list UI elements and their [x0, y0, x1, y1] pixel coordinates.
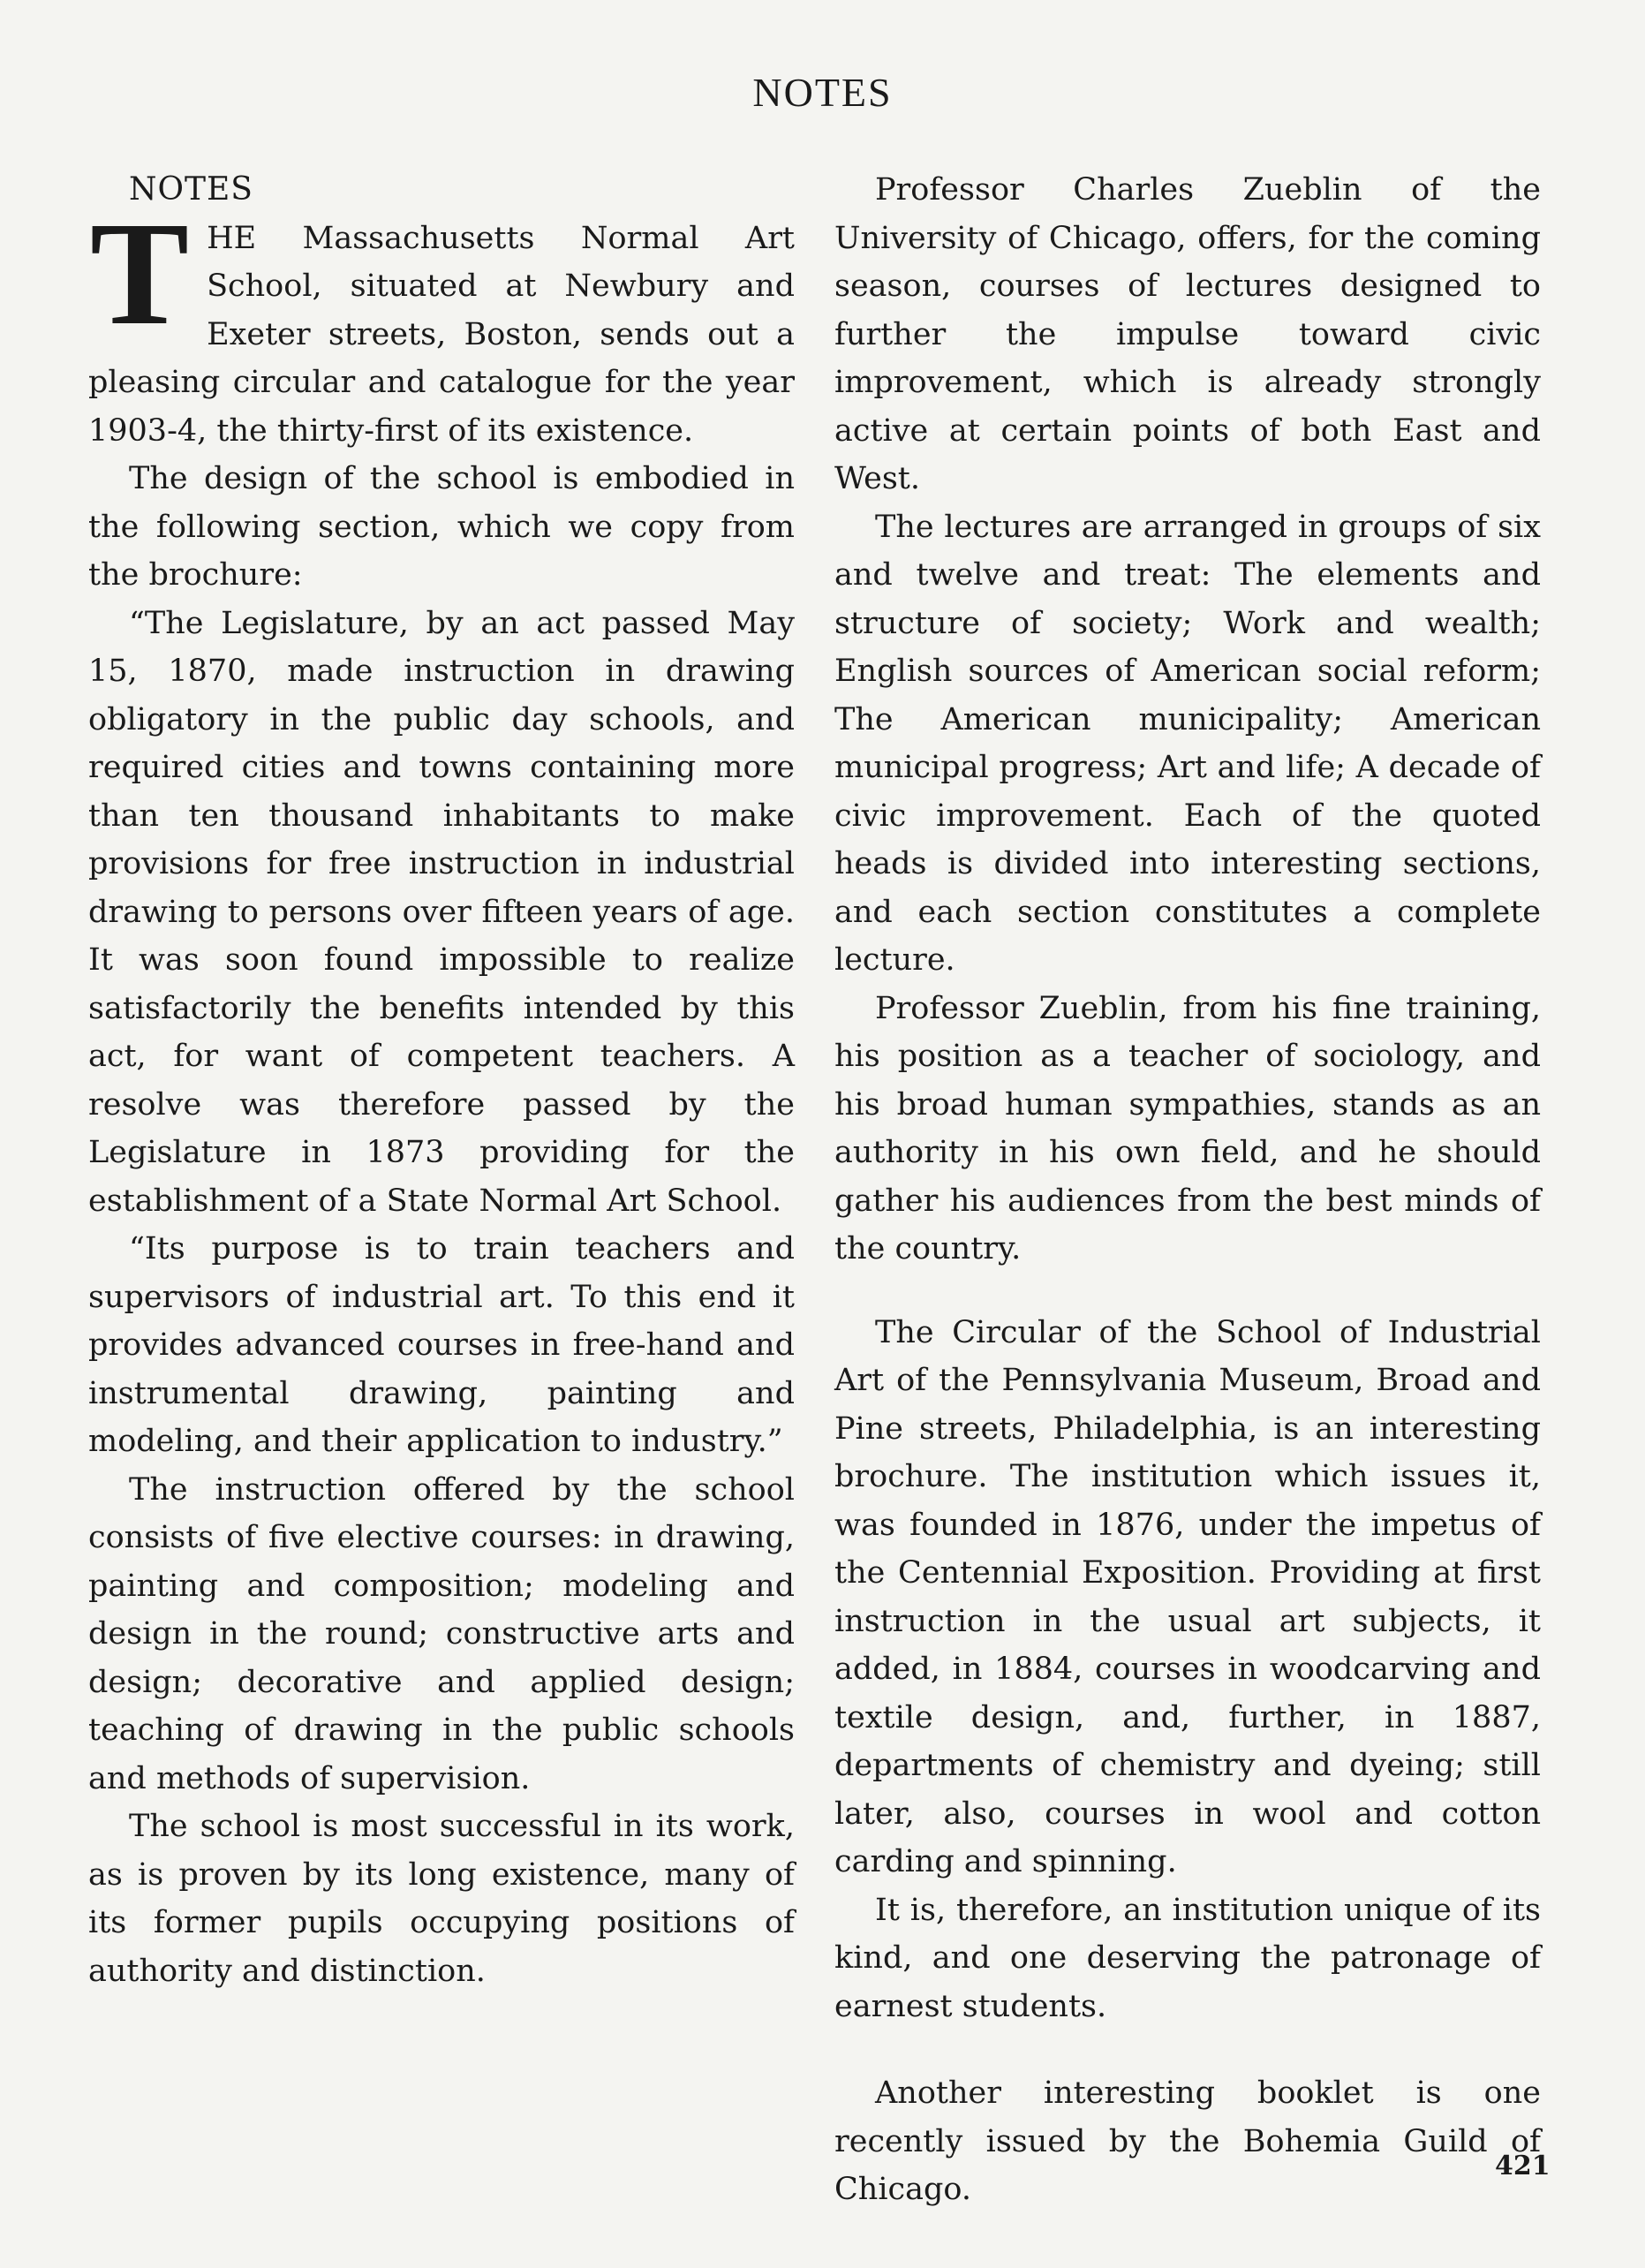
paragraph: The design of the school is embodied in the following section, which we copy from the brochure:: [88, 461, 795, 593]
paragraph: [88, 191, 795, 456]
paragraph: Professor Charles Zueblin of the University of Chicago, offers, for the coming season, courses of lectures designed to further the impulse toward civic improvement, which is already strongly active at certain points of both East and West.: [834, 172, 1541, 496]
paragraph: The instruction offered by the school consists of five elective courses: in drawing, painting and composition; modeling and design in the round; constructive arts and design; decorative and applied design; teaching of drawing in the public schools and methods of supervision.: [88, 1471, 795, 1796]
paragraph: The Circular of the School of Industrial Art of the Pennsylvania Museum, Broad and Pine streets, Philadelphia, is an interesting brochure. The institution which issues it, was founded in 1876, under the impetus of the Centennial Exposition. Providing at first instruction in the usual art subjects, it added, in 1884, courses in woodcarving and textile design, and, further, in 1887, departments of chemistry and dyeing; still later, also, courses in wool and cotton carding and spinning.: [834, 1314, 1541, 1879]
paragraph: Professor Zueblin, from his fine training, his position as a teacher of sociology, and his broad human sympathies, stands as an authority in his own field, and he should gather his audiences from the best minds of the country.: [834, 990, 1541, 1266]
paragraph: “The Legislature, by an act passed May 15, 1870, made instruction in drawing obligatory in the public day schools, and required cities and towns containing more than ten thousand inhabitants to make provisions for free instruction in industrial drawing to persons over fifteen years of age. It was soon found impossible to realize satisfactorily the benefits intended by this act, for want of competent teachers. A resolve was therefore passed by the Legislature in 1873 providing for the establishment of a State Normal Art School.: [88, 605, 795, 1219]
paragraph: The lectures are arranged in groups of six and twelve and treat: The elements and structure of society; Work and wealth; English sources of American social reform; The American municipality; American municipal progress; Art and life; A decade of civic improvement. Each of the quoted heads is divided into interesting sections, and each section constitutes a complete lecture.: [834, 509, 1541, 978]
page-number: 421: [1495, 2151, 1551, 2181]
drop-cap: T: [90, 191, 190, 356]
right-column: [834, 166, 1541, 2214]
paragraph: Another interesting booklet is one recently issued by the Bohemia Guild of Chicago.: [834, 2075, 1541, 2207]
left-column: [88, 166, 795, 1995]
page-title: NOTES: [752, 70, 893, 115]
section-heading: NOTES: [129, 171, 253, 208]
paragraph: It is, therefore, an institution unique of its kind, and one deserving the patronage of earnest students.: [834, 1892, 1541, 2024]
paragraph: The school is most successful in its work, as is proven by its long existence, many of its former pupils occupying positions of authority and distinction.: [88, 1809, 795, 1989]
paragraph-text: HE Massachusetts Normal Art School, situated at Newbury and Exeter streets, Boston, sends out a pleasing circular and catalogue for the year 1903-4, the thirty-first of its existence.: [88, 220, 795, 449]
paragraph: “Its purpose is to train teachers and supervisors of industrial art. To this end it provides advanced courses in free-hand and instrumental drawing, painting and modeling, and their application to industry.”: [88, 1231, 795, 1459]
